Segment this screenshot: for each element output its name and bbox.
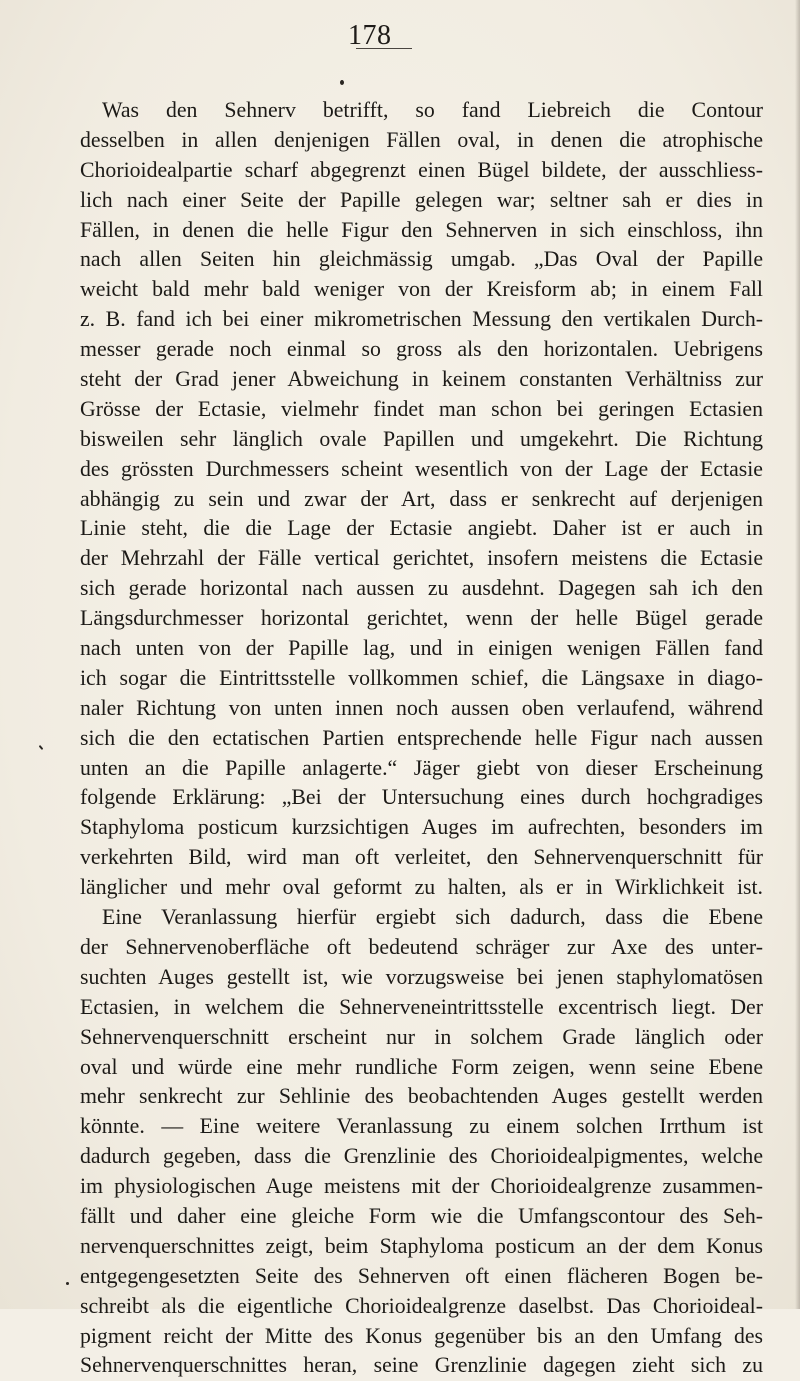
text-line: suchten Auges gestellt ist, wie vorzugsweise bei jenen staphylomatösen <box>80 964 763 989</box>
text-line: messer gerade noch einmal so gross als den horizontalen. Uebrigens <box>80 337 763 362</box>
text-line: Chorioidealpartie scharf abgegrenzt einen Bügel bildete, der ausschliess- <box>80 157 763 182</box>
text-line: Längsdurchmesser horizontal gerichtet, wenn der helle Bügel gerade <box>80 606 763 631</box>
body-text <box>80 96 763 1381</box>
ink-speck <box>340 80 344 85</box>
page-edge-shadow <box>795 0 800 1309</box>
text-line: Ectasien, in welchem die Sehnerveneintrittsstelle excentrisch liegt. Der <box>80 994 763 1019</box>
text-line: entgegengesetzten Seite des Sehnerven oft einen flächeren Bogen be- <box>80 1263 763 1288</box>
text-line: sich gerade horizontal nach aussen zu ausdehnt. Dagegen sah ich den <box>80 576 763 601</box>
text-line: Was den Sehnerv betrifft, so fand Liebreich die Contour <box>102 98 763 122</box>
text-line: Grösse der Ectasie, vielmehr findet man schon bei geringen Ectasien <box>80 396 763 421</box>
text-line: fällt und daher eine gleiche Form wie die Umfangscontour des Seh- <box>80 1203 763 1228</box>
text-line: pigment reicht der Mitte des Konus gegenüber bis an den Umfang des <box>80 1323 763 1348</box>
ink-speck <box>39 745 44 750</box>
text-line: im physiologischen Auge meistens mit der Chorioidealgrenze zusammen- <box>80 1174 763 1199</box>
text-line: schreibt als die eigentliche Chorioidealgrenze daselbst. Das Chorioideal- <box>80 1293 763 1318</box>
ink-speck <box>66 1282 69 1285</box>
text-line: oval und würde eine mehr rundliche Form zeigen, wenn seine Ebene <box>80 1054 763 1079</box>
page-number <box>348 20 468 49</box>
text-line: weicht bald mehr bald weniger von der Kreisform ab; in einem Fall <box>80 277 763 302</box>
text-line: sich die den ectatischen Partien entsprechende helle Figur nach aussen <box>80 725 763 750</box>
text-line: länglicher und mehr oval geformt zu halten, als er in Wirklichkeit ist. <box>80 875 763 900</box>
text-line: nach unten von der Papille lag, und in einigen wenigen Fällen fand <box>80 636 763 661</box>
text-line: Sehnervenquerschnitt erscheint nur in solchem Grade länglich oder <box>80 1024 763 1049</box>
text-line: Sehnervenquerschnittes heran, seine Grenzlinie dagegen zieht sich zu <box>80 1353 763 1378</box>
text-line: nach allen Seiten hin gleichmässig umgab. „Das Oval der Papille <box>80 247 763 272</box>
text-line: verkehrten Bild, wird man oft verleitet, den Sehnervenquerschnitt für <box>80 845 763 870</box>
text-line: z. B. fand ich bei einer mikrometrischen Messung den vertikalen Durch- <box>80 307 763 332</box>
text-line: naler Richtung von unten innen noch aussen oben verlaufend, während <box>80 695 763 720</box>
text-line: Linie steht, die die Lage der Ectasie angiebt. Daher ist er auch in <box>80 516 763 541</box>
text-line: nervenquerschnittes zeigt, beim Staphyloma posticum an der dem Konus <box>80 1233 763 1258</box>
text-line: abhängig zu sein und zwar der Art, dass er senkrecht auf derjenigen <box>80 486 763 511</box>
text-line: dadurch gegeben, dass die Grenzlinie des Chorioidealpigmentes, welche <box>80 1144 763 1169</box>
text-line: Eine Veranlassung hierfür ergiebt sich dadurch, dass die Ebene <box>102 905 763 930</box>
text-line: Fällen, in denen die helle Figur den Sehnerven in sich einschloss, ihn <box>80 217 763 242</box>
text-line: der Sehnervenoberfläche oft bedeutend schräger zur Axe des unter- <box>80 934 763 959</box>
text-line: unten an die Papille anlagerte.“ Jäger giebt von dieser Erscheinung <box>80 755 763 780</box>
text-line: steht der Grad jener Abweichung in keinem constanten Verhältniss zur <box>80 367 763 392</box>
text-line: der Mehrzahl der Fälle vertical gerichtet, insofern meistens die Ectasie <box>80 546 763 571</box>
page-number-text: 178 <box>348 20 392 51</box>
text-line: desselben in allen denjenigen Fällen oval, in denen die atrophische <box>80 127 763 152</box>
text-line: folgende Erklärung: „Bei der Untersuchung eines durch hochgradiges <box>80 785 763 810</box>
text-line: mehr senkrecht zur Sehlinie des beobachtenden Auges gestellt werden <box>80 1084 763 1109</box>
text-line: könnte. — Eine weitere Veranlassung zu einem solchen Irrthum ist <box>80 1114 763 1139</box>
text-line: lich nach einer Seite der Papille gelegen war; seltner sah er dies in <box>80 187 763 212</box>
text-line: Staphyloma posticum kurzsichtigen Auges im aufrechten, besonders im <box>80 815 763 840</box>
text-line: bisweilen sehr länglich ovale Papillen und umgekehrt. Die Richtung <box>80 426 763 451</box>
text-line: ich sogar die Eintrittsstelle vollkommen schief, die Längsaxe in diago- <box>80 665 763 690</box>
text-line: des grössten Durchmessers scheint wesentlich von der Lage der Ectasie <box>80 456 763 481</box>
